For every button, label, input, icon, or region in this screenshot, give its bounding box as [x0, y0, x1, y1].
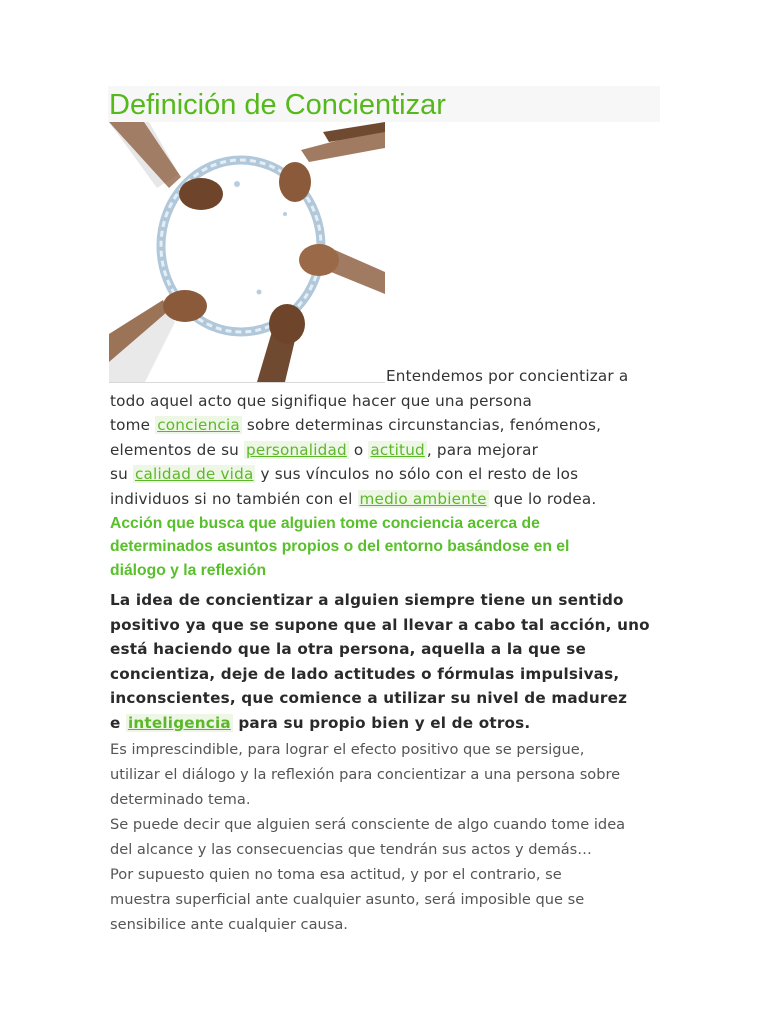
text-span: Entendemos por concientizar a [386, 367, 629, 385]
intro-line [110, 462, 670, 487]
closing-paragraph [110, 737, 670, 937]
bold-line: inconscientes, que comience a utilizar su nivel de madurez [110, 689, 628, 708]
bold-line: La idea de concientizar a alguien siempre tiene un sentido [110, 591, 624, 609]
link-actitud[interactable]: actitud [370, 440, 425, 459]
intro-line [110, 438, 670, 463]
body-line: Por supuesto quien no toma esa actitud, y por el contrario, se [110, 866, 562, 883]
link-medio-ambiente[interactable]: medio ambiente [359, 489, 487, 508]
hands-holding-water-ring-icon [109, 122, 386, 382]
bold-line [110, 711, 670, 736]
bold-paragraph [110, 588, 670, 736]
link-inteligencia[interactable]: inteligencia [128, 713, 231, 732]
link-conciencia[interactable]: conciencia [157, 416, 240, 435]
text-span: e [110, 713, 126, 732]
subheading-line: Acción que busca que alguien tome conciencia acerca de [110, 515, 540, 532]
text-span: individuos si no también con el [110, 489, 358, 508]
text-span: tome [110, 416, 156, 435]
intro-line [110, 413, 670, 438]
body-line: Se puede decir que alguien será consciente de algo cuando tome idea [110, 816, 626, 833]
bold-line: positivo ya que se supone que al llevar a cabo tal acción, uno [110, 615, 650, 634]
text-span: y sus vínculos no sólo con el resto de los [255, 465, 579, 484]
bold-line: está haciendo que la otra persona, aquella a la que se [110, 640, 586, 659]
link-calidad-de-vida[interactable]: calidad de vida [134, 465, 254, 484]
text-span: que lo rodea. [488, 489, 597, 508]
text-span: o [348, 440, 369, 459]
text-span: su [110, 465, 133, 484]
page-title: Definición de Concientizar [109, 89, 446, 121]
body-line: utilizar el diálogo y la reflexión para concientizar a una persona sobre [110, 766, 621, 783]
intro-line [110, 364, 670, 389]
text-span: sobre determinas circunstancias, fenómenos, [241, 416, 602, 435]
body-line: muestra superficial ante cualquier asunto, será imposible que se [110, 891, 585, 908]
subheading [110, 512, 670, 582]
text-span: , para mejorar [426, 440, 539, 459]
body-line: determinado tema. [110, 791, 251, 808]
intro-line [110, 487, 670, 512]
intro-paragraph [110, 364, 670, 512]
intro-line [110, 389, 670, 414]
body-line: del alcance y las consecuencias que tendrán sus actos y demás… [110, 841, 592, 858]
link-personalidad[interactable]: personalidad [246, 440, 347, 459]
text-span: todo aquel acto que signifique hacer que una persona [110, 391, 533, 410]
figure-illustration [109, 122, 386, 382]
subheading-line: diálogo y la reflexión [110, 561, 267, 579]
text-span: para su propio bien y el de otros. [232, 713, 531, 732]
subheading-line: determinados asuntos propios o del entorno basándose en el [110, 538, 570, 556]
body-line: sensibilice ante cualquier causa. [110, 916, 348, 933]
body-line: Es imprescindible, para lograr el efecto positivo que se persigue, [110, 741, 585, 758]
text-span: elementos de su [110, 440, 245, 459]
bold-line: concientiza, deje de lado actitudes o fórmulas impulsivas, [110, 664, 620, 683]
